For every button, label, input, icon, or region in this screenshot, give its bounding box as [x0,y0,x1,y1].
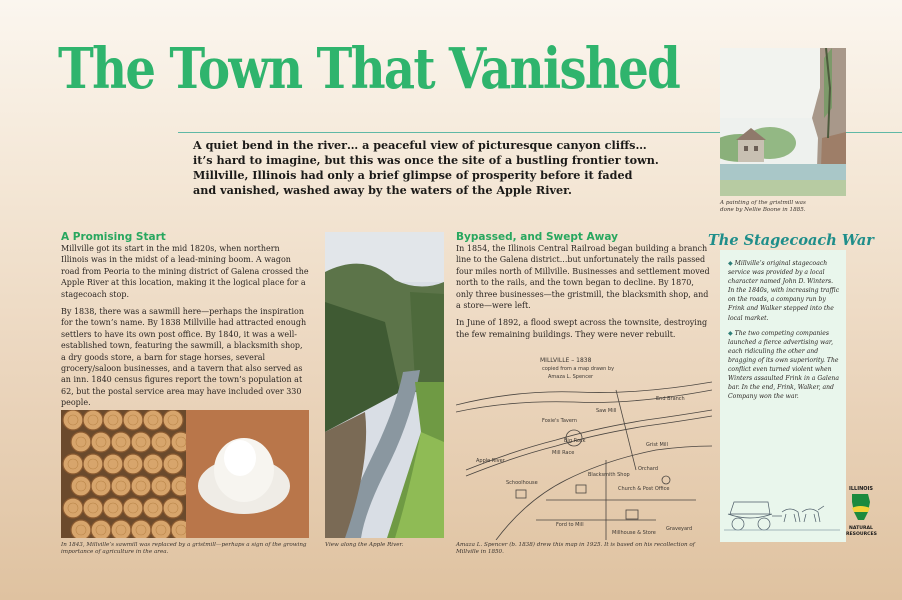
map-caption: Amaza L. Spencer (b. 1838) drew this map in 1925. It is based on his recollection of Millville in 1850. [456,542,695,556]
log-end [143,410,163,430]
map-heading: copied from a map drawn by [542,366,615,372]
illinois-map-icon [846,492,876,522]
flour-photo [186,410,309,538]
log-end [131,476,151,496]
paragraph: Millville got its start in the mid 1820s, when northern Illinois was in the midst of a lead-mining boom. A wagon road from Peoria to the mining district of Galena crossed the Apple River at this location, making it the logical place for a stagecoach stop. [61,244,309,299]
intro-line: A quiet bend in the river… a peaceful view of picturesque canyon cliffs… [193,138,647,152]
log-end [71,432,91,452]
log-end [151,432,171,452]
stagecoach-illustration [724,492,840,536]
map-label: End Branch [656,396,685,402]
log-end [143,498,163,518]
log-end [103,498,123,518]
paragraph: Millville’s original stagecoach service was provided by a local character named John D. Winters. In the 1840s, with increasing traffic on the roads, a company run by Frink and Walker stepped into the local market. [728,260,840,322]
log-end [163,454,183,474]
log-end [63,410,83,430]
log-end [123,498,143,518]
map-label: Foxie's Tavern [542,418,578,424]
log-end [83,498,103,518]
gristmill-painting [720,48,846,196]
log-end [163,498,183,518]
map-label: Church & Post Office [618,486,670,492]
section-heading: A Promising Start [61,231,166,243]
log-end [83,454,103,474]
logo-bottom-text: RESOURCES [846,532,877,537]
log-end [131,432,151,452]
stagecoach-text [728,259,840,407]
map-label: Millhouse & Store [612,530,656,536]
paragraph: By 1838, there was a sawmill here—perhaps the inspiration for the town’s name. By 1838 Millville had attracted enough settlers to have its own post office. By 1840, it was a well-established town, featuring the sawmill, a blacksmith shop, a dry goods store, a barn for stage horses, several grocery/saloon businesses, and a tavern that also served as an inn. 1840 census figures report the town’s population at 62, but the postal service area may have included over 330 people. [61,307,307,408]
log-end [171,432,186,452]
log-end [71,476,91,496]
paragraph: In 1854, the Illinois Central Railroad began building a branch line to the Galena district...but unfortunately the rails passed four miles north of Millville. Businesses and settlement moved north to the rails, and the town began to decline. By 1870, only three businesses—the gristmill, the blacksmith shop, and a store—were left. [456,244,710,311]
map-label: Grist Mill [646,442,668,448]
bullet-icon: ◆ [728,329,735,337]
logs-photo [61,410,186,538]
paragraph: The two competing companies launched a fierce advertising war, each ridiculing the other and bragging of its own superiority. The conflict even turned violent when Winters assaulted Frink in a Galena bar. In the end, Frink, Walker, and Company won the war. [728,329,839,401]
intro-text [193,138,673,198]
log-end [103,454,123,474]
map-label: Blacksmith Shop [588,472,630,478]
stagecoach-title: The Stagecoach War [708,232,874,249]
section-bypassed [456,231,712,346]
logo-bottom-text: NATURAL [849,526,873,531]
log-end [171,476,186,496]
river-caption: View along the Apple River. [325,542,404,548]
painting-caption: A painting of the gristmill was done by Nellie Boone in 1885. [720,200,806,214]
intro-line: and vanished, washed away by the waters of the Apple River. [193,183,572,197]
map-label: Orchard [638,466,659,472]
map-label: Mill Race [552,450,575,456]
log-end [123,454,143,474]
map-heading: MILLVILLE – 1838 [540,357,592,364]
map-label: Saw Mill [596,408,617,414]
bullet-icon: ◆ [728,260,735,267]
section-promising-start [61,231,309,415]
log-end [63,498,83,518]
log-end [111,476,131,496]
log-end [143,454,163,474]
logo-top-text: ILLINOIS [849,486,873,492]
section-heading: Bypassed, and Swept Away [456,231,618,243]
log-end [111,432,131,452]
paragraph: In June of 1892, a flood swept across the townsite, destroying the few remaining buildings. They were never rebuilt. [456,318,708,339]
page-title: The Town That Vanished [58,36,680,102]
logs-caption: In 1843, Millville’s sawmill was replaced by a gristmill—perhaps a sign of the growing importance of agriculture in the area. [61,542,307,556]
map-label: Graveyard [666,526,693,532]
log-end [63,454,83,474]
log-end [83,410,103,430]
log-end [123,410,143,430]
illinois-dnr-logo [846,486,876,542]
log-end [91,432,111,452]
intro-line: Millville, Illinois had only a brief glimpse of prosperity before it faded [193,168,633,182]
log-end [91,476,111,496]
log-end [103,410,123,430]
intro-line: it’s hard to imagine, but this was once the site of a bustling frontier town. [193,153,659,167]
river-photo [325,232,444,538]
millville-map [456,350,712,540]
map-label: Ford to Mill [556,522,584,528]
map-label: Schoolhouse [506,480,538,486]
map-label: Big Rock [564,438,586,444]
log-end [163,410,183,430]
map-label: Apple River [476,458,505,464]
map-heading: Amaza L. Spencer [548,374,594,380]
log-end [151,476,171,496]
